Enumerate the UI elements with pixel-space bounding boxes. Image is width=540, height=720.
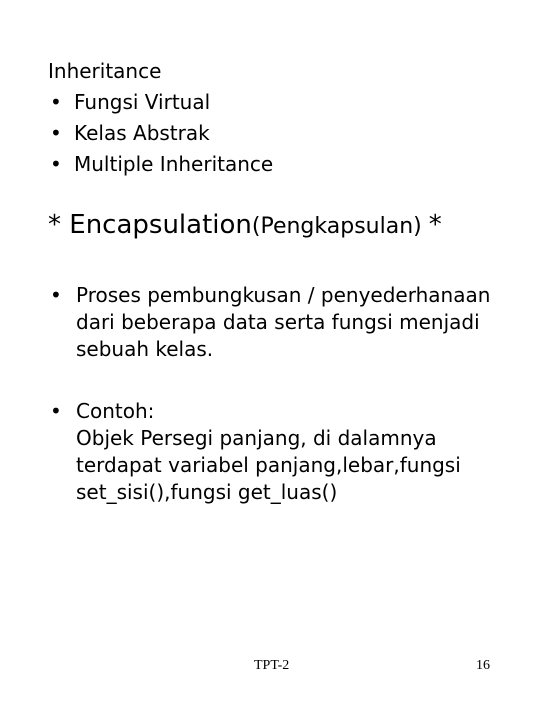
section-title-main: * Encapsulation: [48, 210, 252, 240]
example-lead: Contoh:: [76, 399, 155, 423]
bullet-icon: •: [50, 152, 62, 176]
definition-point: [50, 282, 510, 363]
section-title-end: *: [428, 210, 442, 240]
list-item: [48, 149, 273, 180]
topic-list: [48, 56, 273, 180]
section-title: [48, 208, 442, 244]
bullet-icon: •: [50, 121, 62, 145]
list-item-label: Kelas Abstrak: [74, 121, 210, 145]
example-point: [50, 398, 510, 506]
example-text: Objek Persegi panjang, di dalamnya terdapat variabel panjang,lebar,fungsi set_sisi(),fungsi get_luas(): [76, 426, 461, 504]
list-item: [48, 87, 273, 118]
list-item-label: Multiple Inheritance: [74, 152, 274, 176]
bullet-icon: •: [50, 283, 62, 307]
bullet-icon: •: [50, 90, 62, 114]
section-title-paren: (Pengkapsulan): [251, 214, 429, 239]
list-item: [48, 118, 273, 149]
definition-text: Proses pembungkusan / penyederhanaan dari beberapa data serta fungsi menjadi sebuah kelas.: [76, 283, 491, 361]
topic-items: [48, 87, 273, 180]
bullet-icon: •: [50, 399, 62, 423]
topic-heading: Inheritance: [48, 59, 162, 83]
page-number: 16: [476, 658, 490, 673]
footer-label: TPT-2: [254, 658, 290, 673]
list-item-label: Fungsi Virtual: [74, 90, 211, 114]
